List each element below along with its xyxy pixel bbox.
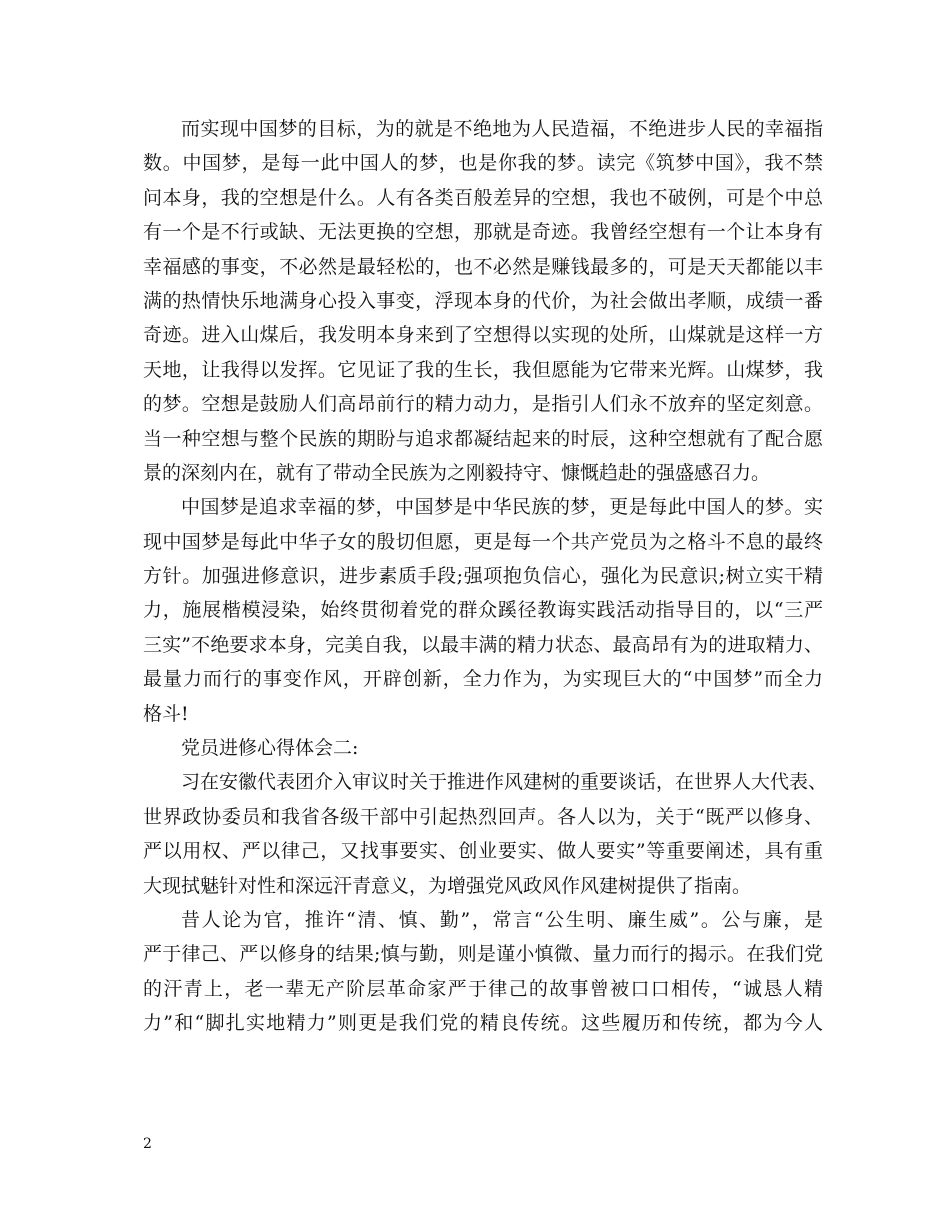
text-line: 中国梦是追求幸福的梦，中国梦是中华民族的梦，更是每此中国人的梦。实 — [181, 496, 823, 519]
document-body — [143, 112, 828, 1041]
text-line: 严于律己、严以修身的结果;慎与勤，则是谨小慎微、量力而行的揭示。在我们党 — [143, 943, 823, 966]
text-line: 世界政协委员和我省各级干部中引起热烈回声。各人以为，关于“既严以修身、 — [143, 805, 823, 828]
text-line: 格斗! — [143, 702, 189, 725]
text-line: 现中国梦是每此中华子女的殷切但愿，更是每一个共产党员为之格斗不息的最终 — [143, 530, 823, 553]
text-line: 党员进修心得体会二: — [181, 737, 359, 760]
text-line: 的汗青上，老一辈无产阶层革命家严于律己的故事曾被口口相传，“诚恳人精 — [143, 977, 823, 1000]
text-line: 方针。加强进修意识，进步素质手段;强项抱负信心，强化为民意识;树立实干精 — [143, 565, 823, 588]
text-line: 幸福感的事变，不必然是最轻松的，也不必然是赚钱最多的，可是天天都能以丰 — [143, 255, 823, 278]
text-line: 严以用权、严以律己，又找事要实、创业要实、做人要实”等重要阐述，具有重 — [143, 840, 823, 863]
text-line: 景的深刻内在，就有了带动全民族为之刚毅持守、慷慨趋赴的强盛感召力。 — [143, 461, 771, 484]
text-line: 当一种空想与整个民族的期盼与追求都凝结起来的时辰，这种空想就有了配合愿 — [143, 427, 823, 450]
text-line: 而实现中国梦的目标，为的就是不绝地为人民造福，不绝进步人民的幸福指 — [181, 118, 823, 140]
page-number: 2 — [143, 1136, 152, 1152]
text-line: 大现拭魅针对性和深远汗青意义，为增强党风政风作风建树提供了指南。 — [143, 874, 752, 897]
text-line: 习在安徽代表团介入审议时关于推进作风建树的重要谈话，在世界人大代表、 — [181, 771, 828, 794]
text-line: 的梦。空想是鼓励人们高昂前行的精力动力，是指引人们永不放弃的坚定刻意。 — [143, 393, 823, 416]
text-line: 奇迹。进入山煤后，我发明本身来到了空想得以实现的处所，山煤就是这样一方 — [143, 324, 823, 347]
text-line: 满的热情快乐地满身心投入事变，浮现本身的代价，为社会做出孝顺，成绩一番 — [143, 289, 823, 312]
text-line: 最量力而行的事变作风，开辟创新，全力作为，为实现巨大的“中国梦”而全力 — [143, 668, 823, 691]
text-line: 问本身，我的空想是什么。人有各类百般差异的空想，我也不破例，可是个中总 — [143, 186, 823, 209]
text-line: 力”和“脚扎实地精力”则更是我们党的精良传统。这些履历和传统，都为今人 — [143, 1012, 823, 1035]
text-line: 三实”不绝要求本身，完美自我，以最丰满的精力状态、最高昂有为的进取精力、 — [143, 633, 823, 656]
text-line: 有一个是不行或缺、无法更换的空想，那就是奇迹。我曾经空想有一个让本身有 — [143, 221, 823, 244]
text-line: 力，施展楷模浸染，始终贯彻着党的群众蹊径教诲实践活动指导目的，以“三严 — [143, 599, 823, 622]
text-line: 昔人论为官，推许“清、慎、勤”，常言“公生明、廉生威”。公与廉，是 — [181, 908, 823, 931]
text-line: 数。中国梦，是每一此中国人的梦，也是你我的梦。读完《筑梦中国》，我不禁 — [143, 152, 823, 175]
text-line: 天地，让我得以发挥。它见证了我的生长，我但愿能为它带来光辉。山煤梦，我 — [143, 358, 823, 381]
